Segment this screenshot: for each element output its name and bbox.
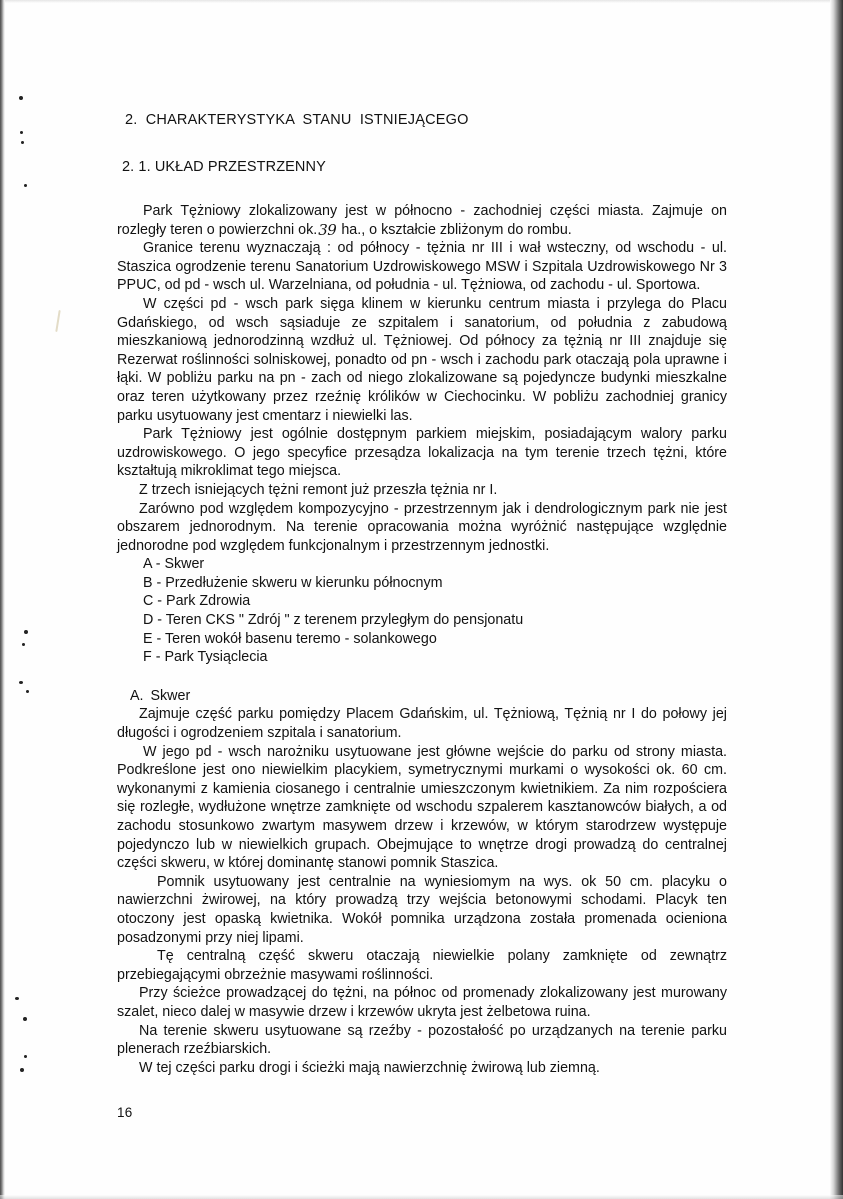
scan-speck [24, 630, 28, 634]
scan-speck [19, 96, 23, 100]
scan-speck [21, 141, 24, 144]
chapter-heading: 2. CHARAKTERYSTYKA STANU ISTNIEJĄCEGO [125, 112, 469, 128]
list-item: F - Park Tysiąclecia [143, 649, 268, 666]
scan-speck [24, 1055, 27, 1058]
scan-smudge [55, 310, 60, 332]
scan-speck [22, 643, 25, 646]
paragraph-a-location: Zajmuje część parku pomiędzy Placem Gdańskim, ul. Tężniową, Tężnią nr I do połowy jej długości i ogrodzeniem szpitala i sanatorium. [117, 706, 727, 742]
paragraph-a-monument: Pomnik usytuowany jest centralnie na wyniesiomym na wys. ok 50 cm. placyku o nawierzchni żwirowej, na który prowadzą trzy wejścia betonowymi schodami. Placyk ten otoczony jest opaską kwietnika. Wokół pomnika urządzona została promenada ocieniona posadzonymi przy niej lipami. [117, 873, 727, 946]
park-units-list [117, 555, 727, 667]
scan-speck [19, 681, 23, 684]
scan-edge-bottom [0, 1195, 843, 1199]
page-number: 16 [117, 1105, 133, 1120]
list-item: C - Park Zdrowia [143, 593, 251, 610]
scan-edge-top [0, 0, 843, 3]
paragraph-intro [117, 202, 727, 239]
scan-speck [26, 690, 29, 693]
scan-speck [20, 131, 23, 134]
paragraph-a-entrance: W jego pd - wsch narożniku usytuowane jest główne wejście do parku od strony miasta. Podkreślone jest ono niewielkim placykiem, symetrycznymi murkami o wysokości ok. 60 cm. wykonanymi z kamienia ciosanego i centralnie umieszczonym kwietnikiem. Za nim rozpościera się rozległe, wydłużone wnętrze zamknięte od wschodu szpalerem kasztanowców białych, a od zachodu stosunkowo zwartym masywem drzew i krzewów, w którym starodrzew występuje pojedynczo lub w niewielkich grupach. Obejmujące to wnętrze drogi prowadzą do centralnej części skweru, w której dominantę stanowi pomnik Staszica. [117, 743, 727, 872]
scan-edge-right [830, 0, 843, 1199]
list-item: E - Teren wokół basenu teremo - solankowego [143, 630, 437, 647]
paragraph-units-intro: Zarówno pod względem kompozycyjno - przestrzennym jak i dendrologicznym park nie jest obszarem jednorodnym. Na terenie opracowania można wyróżnić następujące względnie jednorodne pod względem funkcjonalnym i przestrzennym jednostki. [117, 500, 727, 554]
scan-speck [15, 997, 19, 1000]
handwritten-area-annotation: 39 [318, 220, 337, 239]
paragraph-renovation: Z trzech isniejących tężni remont już przeszła tężnia nr I. [139, 481, 498, 498]
paragraph-a-central-part: Tę centralną część skweru otaczają niewielkie polany zamknięte od zewnątrz przebiegającymi obrzeżnie masywami roślinności. [117, 948, 727, 983]
scan-speck [24, 184, 27, 187]
paragraph-public-park: Park Tężniowy jest ogólnie dostępnym parkiem miejskim, posiadającym walory parku uzdrowiskowego. O jego specyfice przesądza lokalizacja na tym terenie trzech tężni, które kształtują mikroklimat tego miejsca. [117, 426, 727, 480]
list-item: D - Teren CKS " Zdrój " z terenem przyległym do pensjonatu [143, 612, 524, 629]
paragraph-a-sculptures: Na terenie skweru usytuowane są rzeźby - pozostałość po urządzanych na terenie parku plenerach rzeźbiarskich. [117, 1022, 727, 1058]
subsection-a-heading: A. Skwer [130, 687, 191, 704]
scan-speck [23, 1017, 27, 1021]
paragraph-a-path: Przy ścieżce prowadzącej do tężni, na północ od promenady zlokalizowany jest murowany szalet, nieco dalej w masywie drzew i krzewów ukryta jest żelbetowa ruina. [117, 985, 727, 1020]
paragraph-intro-after: ha., o kształcie zbliżonym do rombu. [341, 221, 572, 238]
list-item: A - Skwer [143, 556, 205, 573]
paragraph-boundaries: Granice terenu wyznaczają : od północy - tężnia nr III i wał wsteczny, od wschodu - ul. Staszica ogrodzenie terenu Sanatorium Uzdrowiskowego MSW i Szpitala Uzdrowiskowego Nr 3 PPUC, od pd - wsch ul. Warzelniana, od południa - ul. Tężniowa, od zachodu - ul. Sportowa. [117, 240, 727, 294]
scan-edge-left [0, 0, 5, 1199]
paragraph-intro-before: Park Tężniowy zlokalizowany jest w północno - zachodniej części miasta. Zajmuje on rozległy teren o powierzchni ok. [117, 203, 727, 238]
section-heading: 2. 1. UKŁAD PRZESTRZENNY [122, 159, 326, 175]
paragraph-southeast: W części pd - wsch park sięga klinem w kierunku centrum miasta i przylega do Placu Gdańskiego, od wsch sąsiaduje ze szpitalem i sanatorium, od południa z zabudową mieszkaniową jednorodzinną wzdłuż ul. Tężniowej. Od północy za tężnią nr III znajduje się Rezerwat roślinności solniskowej, ponadto od pn - wsch i zachodu park otaczają pola uprawne i łąki. W pobliżu parku na pn - zach od niego zlokalizowane są pojedyncze budynki mieszkalne oraz teren użytkowany przez rzeźnię królików w Ciechocinku. W pobliżu zachodniej granicy parku usytuowany jest cmentarz i niewielki las. [117, 295, 727, 424]
document-body [117, 112, 727, 1077]
scan-speck [20, 1068, 24, 1072]
paragraph-a-surfaces: W tej części parku drogi i ścieżki mają nawierzchnię żwirową lub ziemną. [139, 1059, 600, 1076]
list-item: B - Przedłużenie skweru w kierunku północnym [143, 574, 443, 591]
